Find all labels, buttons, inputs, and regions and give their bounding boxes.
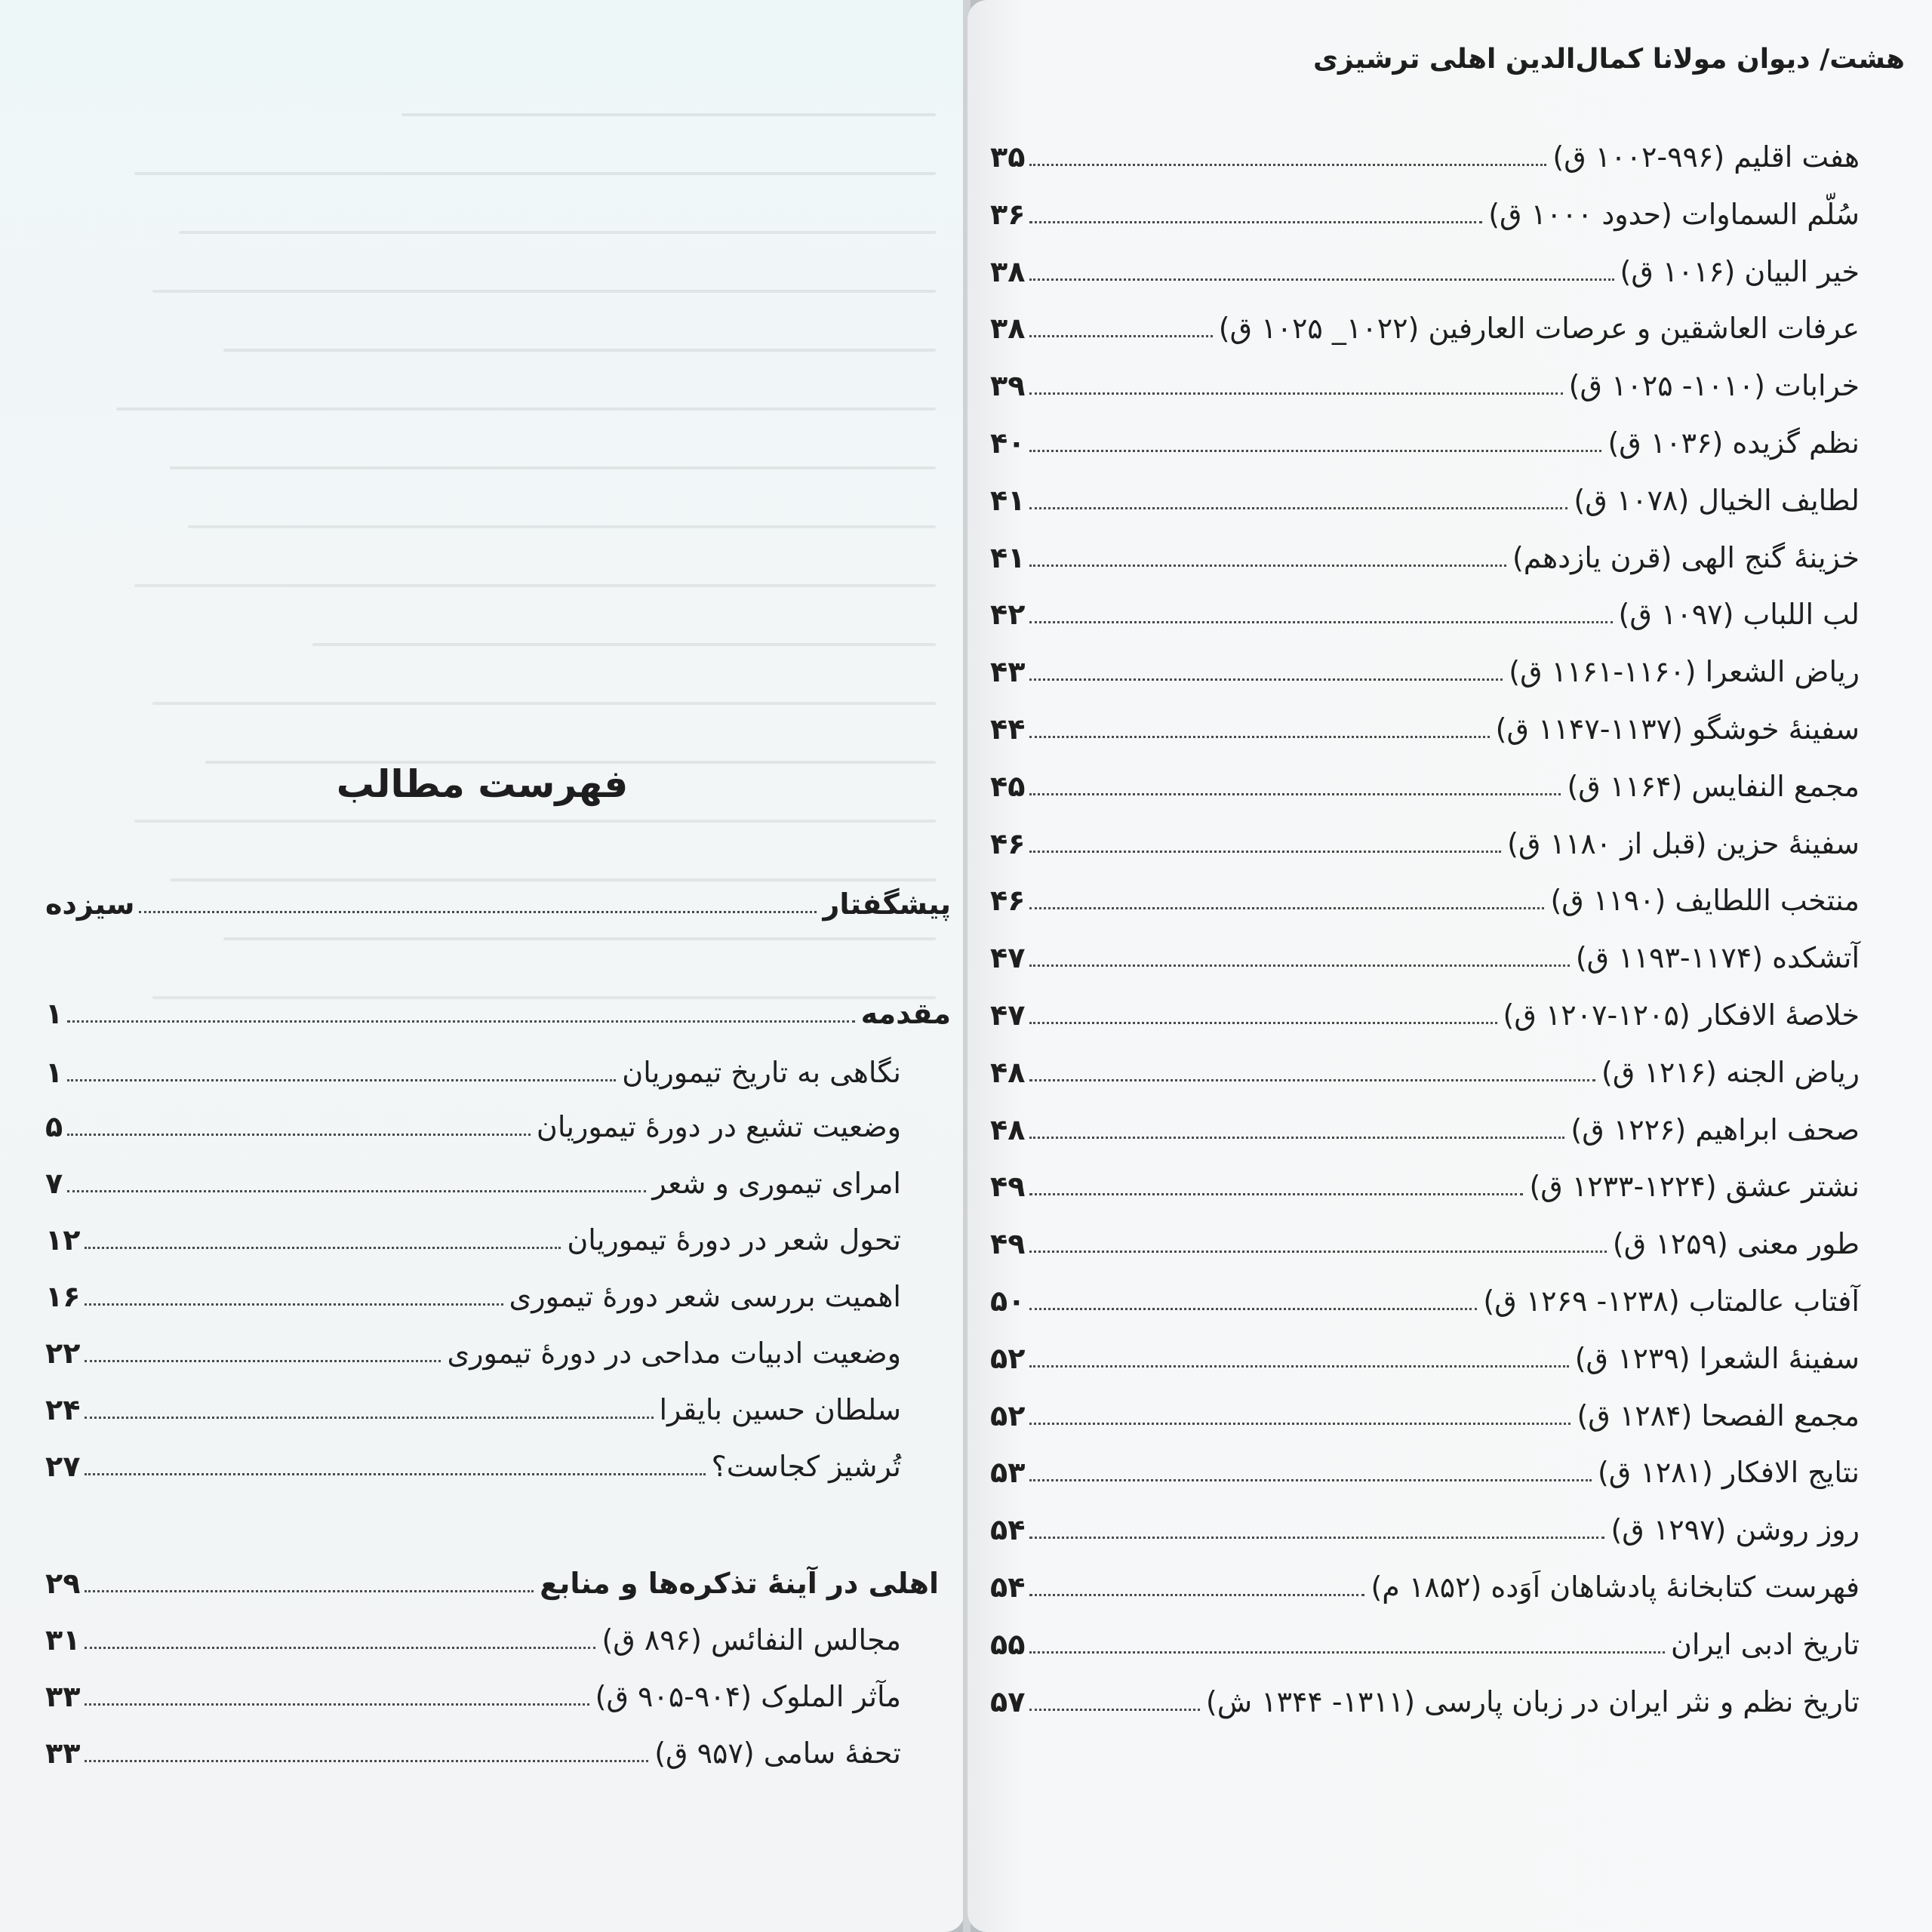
toc-entry (990, 1215, 1860, 1260)
toc-entry (990, 1501, 1860, 1546)
dot-leader (67, 1079, 616, 1081)
dot-leader (1029, 1022, 1497, 1024)
toc-entry-title: سلطان حسین بایقرا (659, 1393, 901, 1426)
toc-entry-page-number: ۵۷ (990, 1685, 1026, 1718)
toc-entry-page-number: ۵ (45, 1110, 63, 1143)
toc-entry-page-number: ۵۰ (990, 1284, 1026, 1318)
toc-entry (45, 1381, 901, 1426)
dot-leader (1029, 164, 1546, 166)
toc-entry-page-number: ۲۷ (45, 1450, 81, 1483)
dot-leader (1029, 1079, 1595, 1081)
toc-entry-title: مجالس النفائس (۸۹۶ ق) (601, 1623, 901, 1657)
toc-entry-page-number: سیزده (45, 888, 135, 921)
dot-leader (85, 1703, 589, 1706)
dot-leader (1029, 450, 1601, 452)
toc-entry-page-number: ۴۸ (990, 1113, 1026, 1146)
toc-entry-title: خلاصهٔ الافکار (۱۲۰۵-۱۲۰۷ ق) (1503, 998, 1860, 1032)
toc-entry (990, 1158, 1860, 1203)
toc-entry (45, 1555, 939, 1600)
toc-entry (990, 529, 1860, 574)
toc-entry-page-number: ۳۳ (45, 1737, 81, 1770)
right-page (968, 0, 1932, 1932)
dot-leader (85, 1590, 534, 1592)
toc-entry (990, 300, 1860, 345)
toc-entry-page-number: ۵۲ (990, 1342, 1026, 1375)
toc-entry (990, 872, 1860, 917)
toc-entry-title: پیشگفتار (823, 888, 951, 921)
toc-entry-title: هفت اقلیم (۹۹۶-۱۰۰۲ ق) (1552, 140, 1860, 174)
toc-entry-title: لطایف الخیال (۱۰۷۸ ق) (1574, 484, 1860, 517)
dot-leader (1029, 1308, 1477, 1310)
toc-entry (990, 929, 1860, 974)
toc-entry-page-number: ۴۸ (990, 1056, 1026, 1089)
toc-entry-title: مجمع النفایس (۱۱۶۴ ق) (1567, 770, 1860, 803)
toc-entry-title: ریاض الشعرا (۱۱۶۰-۱۱۶۱ ق) (1509, 655, 1860, 688)
toc-entry-page-number: ۲۲ (45, 1337, 81, 1370)
toc-entry (990, 1558, 1860, 1604)
toc-entry (45, 1438, 901, 1483)
toc-entry-page-number: ۴۹ (990, 1227, 1026, 1260)
toc-entry-title: عرفات العاشقین و عرصات العارفین (۱۰۲۲_ ۱۰۲۵ ق) (1218, 312, 1860, 345)
dot-leader (1029, 565, 1506, 567)
dot-leader (85, 1473, 705, 1475)
dot-leader (139, 911, 817, 913)
toc-entry-page-number: ۴۳ (990, 655, 1026, 688)
toc-entry (45, 875, 951, 921)
dot-leader (67, 1134, 531, 1136)
toc-entry (990, 758, 1860, 803)
toc-entry-page-number: ۱ (45, 997, 63, 1030)
toc-entry (990, 1673, 1860, 1718)
toc-entry (990, 414, 1860, 460)
toc-entry-title: مآثر الملوک (۹۰۴-۹۰۵ ق) (595, 1680, 901, 1713)
toc-entry-title: سُلّم السماوات (حدود ۱۰۰۰ ق) (1488, 198, 1860, 231)
toc-entry-title: تاریخ ادبی ایران (1670, 1628, 1860, 1661)
toc-entry-page-number: ۵۳ (990, 1456, 1026, 1489)
dot-leader (85, 1247, 561, 1249)
dot-leader (1029, 221, 1482, 223)
dot-leader (1029, 1651, 1665, 1654)
toc-entry (45, 1155, 901, 1200)
toc-entry-title: لب اللباب (۱۰۹۷ ق) (1618, 598, 1860, 631)
toc-entry-title: خیر البیان (۱۰۱۶ ق) (1620, 255, 1860, 288)
toc-entry (45, 1724, 901, 1770)
dot-leader (1029, 1137, 1564, 1139)
toc-entry-page-number: ۵۲ (990, 1399, 1026, 1432)
dot-leader (1029, 1193, 1523, 1195)
toc-entry-page-number: ۱۲ (45, 1223, 81, 1257)
toc-entry (990, 815, 1860, 860)
toc-entry-title: وضعیت ادبیات مداحی در دورهٔ تیموری (447, 1337, 901, 1370)
toc-entry-title: صحف ابراهیم (۱۲۲۶ ق) (1571, 1113, 1860, 1146)
toc-entry (990, 1272, 1860, 1318)
dot-leader (1029, 392, 1562, 395)
toc-entry-page-number: ۲۴ (45, 1393, 81, 1426)
toc-entry-title: آتشکده (۱۱۷۴-۱۱۹۳ ق) (1575, 941, 1860, 974)
toc-entry-page-number: ۴۹ (990, 1170, 1026, 1203)
dot-leader (1029, 907, 1544, 909)
dot-leader (85, 1647, 595, 1649)
toc-entry-page-number: ۵۵ (990, 1628, 1026, 1661)
toc-entry (45, 1268, 901, 1313)
dot-leader (1029, 1365, 1568, 1367)
toc-entry-page-number: ۴۷ (990, 998, 1026, 1032)
dot-leader (1029, 793, 1561, 795)
toc-title: فهرست مطالب (336, 762, 629, 806)
toc-entry-page-number: ۴۶ (990, 884, 1026, 917)
toc-entry-title: طور معنی (۱۲۵۹ ق) (1612, 1227, 1860, 1260)
toc-entry (990, 128, 1860, 174)
toc-entry (45, 1668, 901, 1713)
toc-entry (990, 1101, 1860, 1146)
toc-entry-title: نظم گزیده (۱۰۳۶ ق) (1607, 426, 1860, 460)
dot-leader (1029, 621, 1612, 623)
toc-entry-page-number: ۲۹ (45, 1567, 81, 1600)
toc-entry-title: آفتاب عالمتاب (۱۲۳۸- ۱۲۶۹ ق) (1483, 1284, 1860, 1318)
running-header: هشت/ دیوان مولانا کمال‌الدین اهلی ترشیزی (1312, 44, 1905, 75)
toc-entry (45, 985, 951, 1030)
toc-entry-page-number: ۱۶ (45, 1280, 81, 1313)
toc-entry-title: منتخب اللطایف (۱۱۹۰ ق) (1550, 884, 1860, 917)
toc-entry (990, 1616, 1860, 1661)
dot-leader (85, 1760, 648, 1762)
toc-entry-title: روز روشن (۱۲۹۷ ق) (1611, 1513, 1860, 1546)
toc-entry-page-number: ۴۰ (990, 426, 1026, 460)
toc-entry-title: وضعیت تشیع در دورهٔ تیموریان (536, 1110, 901, 1143)
dot-leader (85, 1360, 441, 1362)
toc-entry (45, 1044, 901, 1089)
toc-entry-title: خزینهٔ گنج الهی (قرن یازدهم) (1512, 541, 1860, 574)
dot-leader (67, 1190, 646, 1192)
toc-entry-page-number: ۱ (45, 1056, 63, 1089)
toc-entry (45, 1098, 901, 1143)
dot-leader (1029, 278, 1614, 281)
toc-entry (990, 986, 1860, 1032)
toc-entry-title: نگاهی به تاریخ تیموریان (622, 1056, 901, 1089)
dot-leader (1029, 736, 1489, 738)
dot-leader (1029, 507, 1567, 509)
toc-entry-page-number: ۴۲ (990, 598, 1026, 631)
dot-leader (1029, 1537, 1604, 1539)
dot-leader (1029, 964, 1569, 967)
toc-entry-page-number: ۴۶ (990, 827, 1026, 860)
dot-leader (1029, 1479, 1592, 1481)
toc-entry (990, 586, 1860, 631)
toc-entry (990, 243, 1860, 288)
dot-leader (85, 1417, 653, 1419)
toc-entry-title: فهرست کتابخانهٔ پادشاهان اَوَده (۱۸۵۲ م) (1371, 1571, 1860, 1604)
left-page (0, 0, 964, 1932)
toc-entry-page-number: ۴۱ (990, 541, 1026, 574)
toc-entry (990, 357, 1860, 402)
toc-entry-page-number: ۴۵ (990, 770, 1026, 803)
toc-entry-page-number: ۴۱ (990, 484, 1026, 517)
dot-leader (85, 1303, 503, 1306)
toc-entry (990, 186, 1860, 231)
dot-leader (1029, 335, 1212, 337)
dot-leader (1029, 678, 1503, 681)
toc-entry-title: نتایج الافکار (۱۲۸۱ ق) (1597, 1456, 1860, 1489)
toc-entry-page-number: ۳۸ (990, 312, 1026, 345)
dot-leader (1029, 1423, 1571, 1425)
toc-entry-page-number: ۳۹ (990, 369, 1026, 402)
toc-entry-title: مقدمه (860, 997, 951, 1030)
toc-entry-page-number: ۳۱ (45, 1623, 81, 1657)
toc-entry-title: نشتر عشق (۱۲۲۴-۱۲۳۳ ق) (1529, 1170, 1860, 1203)
toc-entry (990, 700, 1860, 746)
toc-entry-title: خرابات (۱۰۱۰- ۱۰۲۵ ق) (1568, 369, 1860, 402)
toc-entry-title: سفینهٔ الشعرا (۱۲۳۹ ق) (1574, 1342, 1860, 1375)
toc-entry-title: سفینهٔ حزین (قبل از ۱۱۸۰ ق) (1507, 827, 1860, 860)
toc-entry (990, 1330, 1860, 1375)
toc-entry-title: مجمع الفصحا (۱۲۸۴ ق) (1577, 1399, 1860, 1432)
toc-entry-title: تحفهٔ سامی (۹۵۷ ق) (654, 1737, 901, 1770)
toc-entry (990, 1444, 1860, 1489)
toc-entry-title: ریاض الجنه (۱۲۱۶ ق) (1601, 1056, 1860, 1089)
toc-entry-title: اهلی در آینهٔ تذکره‌ها و منابع (540, 1567, 939, 1600)
dot-leader (67, 1020, 854, 1023)
toc-entry (45, 1211, 901, 1257)
toc-entry (990, 1044, 1860, 1089)
toc-entry (45, 1324, 901, 1370)
dot-leader (1029, 1594, 1364, 1596)
dot-leader (1029, 1251, 1607, 1253)
toc-entry-page-number: ۴۴ (990, 712, 1026, 746)
toc-entry-page-number: ۳۶ (990, 198, 1026, 231)
dot-leader (1029, 1709, 1200, 1711)
toc-entry-page-number: ۳۳ (45, 1680, 81, 1713)
toc-entry-page-number: ۵۴ (990, 1513, 1026, 1546)
toc-entry-page-number: ۷ (45, 1167, 63, 1200)
toc-entry-title: اهمیت بررسی شعر دورهٔ تیموری (509, 1280, 901, 1313)
toc-entry-page-number: ۳۵ (990, 140, 1026, 174)
toc-entry (990, 1387, 1860, 1432)
toc-entry-page-number: ۳۸ (990, 255, 1026, 288)
toc-entry-title: تحول شعر در دورهٔ تیموریان (567, 1223, 901, 1257)
dot-leader (1029, 851, 1501, 853)
toc-entry-title: تُرشیز کجاست؟ (711, 1450, 901, 1483)
toc-entry-title: تاریخ نظم و نثر ایران در زبان پارسی (۱۳۱۱- ۱۳۴۴ ش) (1205, 1685, 1860, 1718)
toc-entry (990, 643, 1860, 688)
toc-entry (45, 1611, 901, 1657)
toc-entry (990, 472, 1860, 517)
toc-entry-page-number: ۴۷ (990, 941, 1026, 974)
toc-entry-title: امرای تیموری و شعر (652, 1167, 901, 1200)
toc-entry-page-number: ۵۴ (990, 1571, 1026, 1604)
toc-entry-title: سفینهٔ خوشگو (۱۱۳۷-۱۱۴۷ ق) (1495, 712, 1860, 746)
